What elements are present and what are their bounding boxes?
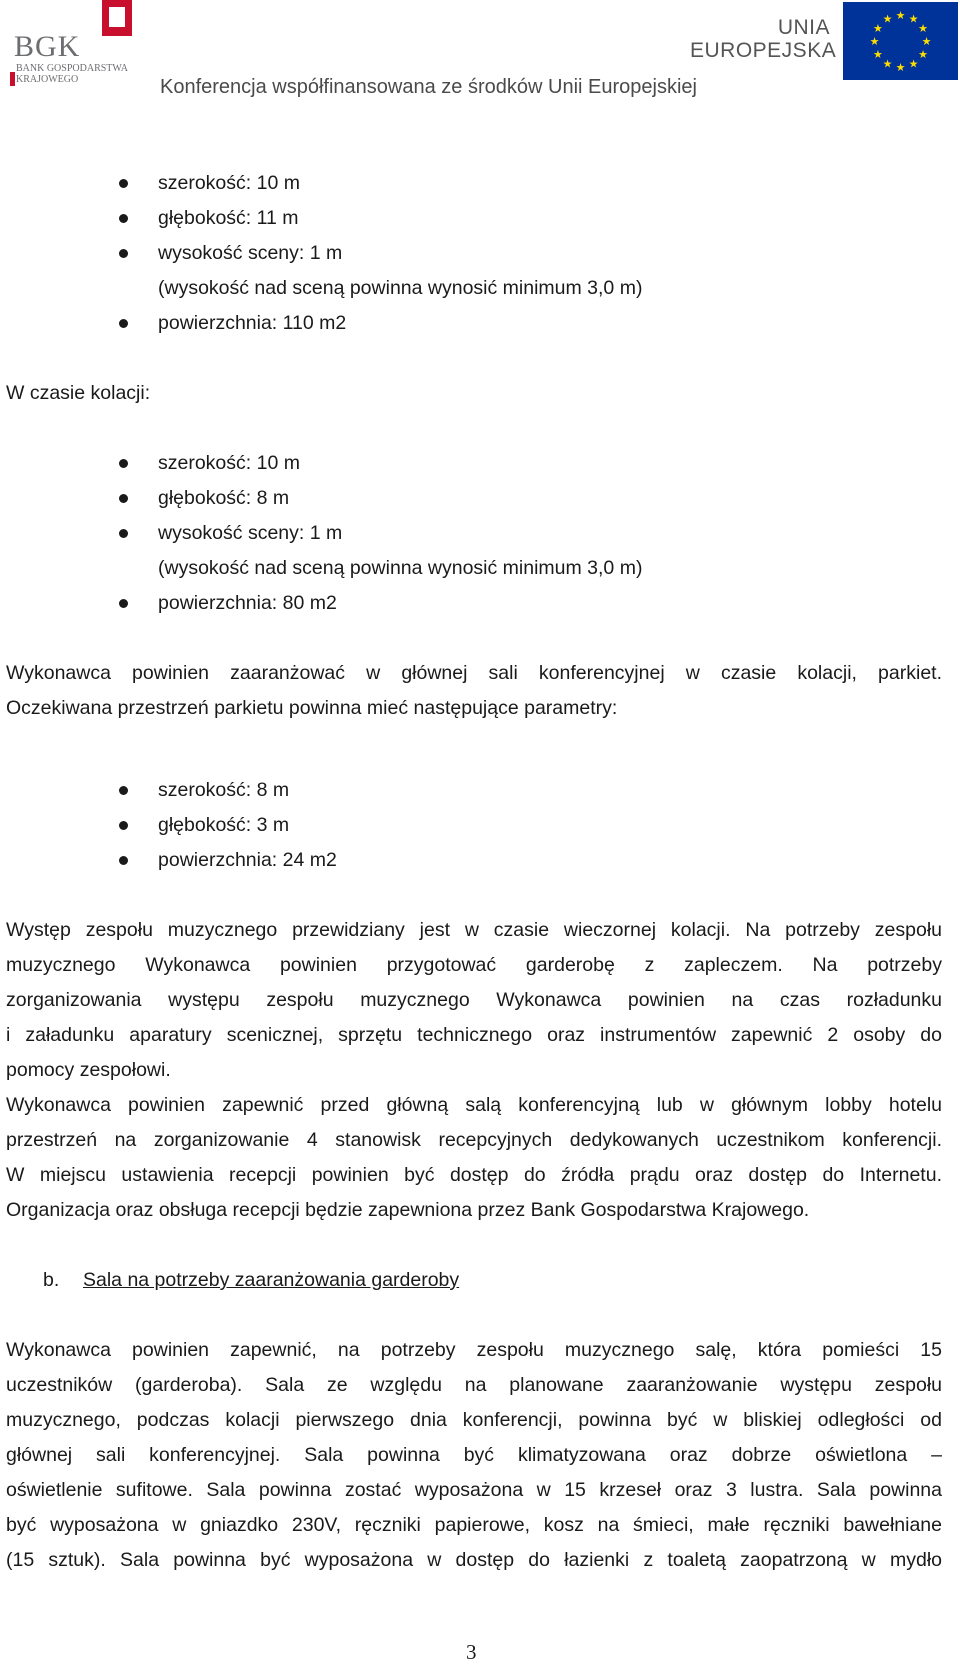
star-icon: ★ [918,23,928,35]
list-item: powierzchnia: 24 m2 [158,849,337,871]
paragraph-line: i załadunku aparatury scenicznej, sprzętu technicznego oraz instrumentów zapewnić 2 osoby do [6,1024,942,1046]
bullet-icon [119,249,128,258]
conference-banner: Konferencja współfinansowana ze środków Unii Europejskiej [160,76,697,98]
list-item-note: (wysokość nad sceną powinna wynosić minimum 3,0 m) [158,557,643,579]
bullet-icon [119,319,128,328]
list-item: powierzchnia: 80 m2 [158,592,337,614]
page-header [0,0,960,110]
bullet-icon [119,459,128,468]
star-icon: ★ [895,10,906,22]
eu-flag-icon [843,2,958,80]
paragraph-line: głównej sali konferencyjnej. Sala powinna być klimatyzowana oraz dobrze oświetlona – [6,1444,942,1466]
list-item: szerokość: 8 m [158,779,290,801]
eu-logo-text [690,16,837,62]
bgk-logo-subtitle-line2: KRAJOWEGO [16,74,79,85]
bgk-logo [10,0,140,90]
paragraph-line: muzycznego Wykonawca powinien przygotować garderobę z zapleczem. Na potrzeby [6,954,942,976]
star-icon: ★ [908,13,919,26]
bgk-logo-subtitle [16,63,128,85]
star-icon: ★ [882,13,893,26]
paragraph-line: pomocy zespołowi. [6,1059,171,1081]
bgk-logo-mark [102,0,132,36]
list-item: powierzchnia: 110 m2 [158,312,347,334]
section-title: Sala na potrzeby zaaranżowania garderoby [83,1269,460,1291]
star-icon: ★ [882,58,893,71]
list-item-note: (wysokość nad sceną powinna wynosić minimum 3,0 m) [158,277,643,299]
paragraph-line: być wyposażona w gniazdko 230V, ręczniki papierowe, kosz na śmieci, małe ręczniki bawełniane [6,1514,942,1536]
list-item: wysokość sceny: 1 m [158,242,343,264]
star-icon: ★ [921,36,932,48]
paragraph-line: oświetlenie sufitowe. Sala powinna zostać wyposażona w 15 krzeseł oraz 3 lustra. Sala powinna [6,1479,942,1501]
list-item: szerokość: 10 m [158,172,300,194]
list-item: głębokość: 3 m [158,814,290,836]
section-marker: b. [43,1269,60,1291]
star-icon: ★ [873,49,883,61]
list-item: wysokość sceny: 1 m [158,522,343,544]
kolacja-label: W czasie kolacji: [6,382,151,404]
bgk-logo-letters: BGK [14,30,81,63]
paragraph-line: przestrzeń na zorganizowanie 4 stanowisk recepcyjnych dedykowanych uczestnikom konferencji. [6,1129,942,1151]
bgk-logo-subtitle-line1: BANK GOSPODARSTWA [16,63,128,74]
eu-stars [843,2,958,80]
bullet-icon [119,786,128,795]
paragraph-line: Występ zespołu muzycznego przewidziany jest w czasie wieczornej kolacji. Na potrzeby zespołu [6,919,942,941]
bullet-icon [119,214,128,223]
star-icon: ★ [873,23,883,35]
star-icon: ★ [869,36,880,48]
eu-logo-line1: UNIA [777,16,830,39]
eu-logo-line2: EUROPEJSKA [690,39,837,62]
list-item: głębokość: 8 m [158,487,290,509]
star-icon: ★ [908,58,919,71]
star-icon: ★ [918,49,928,61]
bullet-icon [119,599,128,608]
bullet-icon [119,856,128,865]
bullet-icon [119,529,128,538]
bullet-icon [119,821,128,830]
bgk-logo-accent [10,72,15,86]
paragraph-line: zorganizowania występu zespołu muzycznego Wykonawca powinien na czas rozładunku [6,989,942,1011]
paragraph-line: Organizacja oraz obsługa recepcji będzie zapewniona przez Bank Gospodarstwa Krajowego. [6,1199,810,1221]
paragraph-line: Wykonawca powinien zapewnić, na potrzeby zespołu muzycznego salę, która pomieści 15 [6,1339,942,1361]
list-item: szerokość: 10 m [158,452,300,474]
paragraph-line: uczestników (garderoba). Sala ze względu na planowane zaaranżowanie występu zespołu [6,1374,942,1396]
list-item: głębokość: 11 m [158,207,299,229]
paragraph-line: Oczekiwana przestrzeń parkietu powinna mieć następujące parametry: [6,697,618,719]
star-icon: ★ [895,62,906,74]
paragraph-line: Wykonawca powinien zapewnić przed główną salą konferencyjną lub w głównym lobby hotelu [6,1094,942,1116]
paragraph-line: muzycznego, podczas kolacji pierwszego dnia konferencji, powinna być w bliskiej odległości od [6,1409,942,1431]
paragraph-line: Wykonawca powinien zaaranżować w głównej sali konferencyjnej w czasie kolacji, parkiet. [6,662,942,684]
bullet-icon [119,179,128,188]
bullet-icon [119,494,128,503]
paragraph-line: (15 sztuk). Sala powinna być wyposażona w dostęp do łazienki z toaletą zaopatrzoną w mydło [6,1549,942,1571]
paragraph-line: W miejscu ustawienia recepcji powinien być dostęp do źródła prądu oraz dostęp do Internetu. [6,1164,942,1186]
page-number: 3 [466,1640,477,1664]
